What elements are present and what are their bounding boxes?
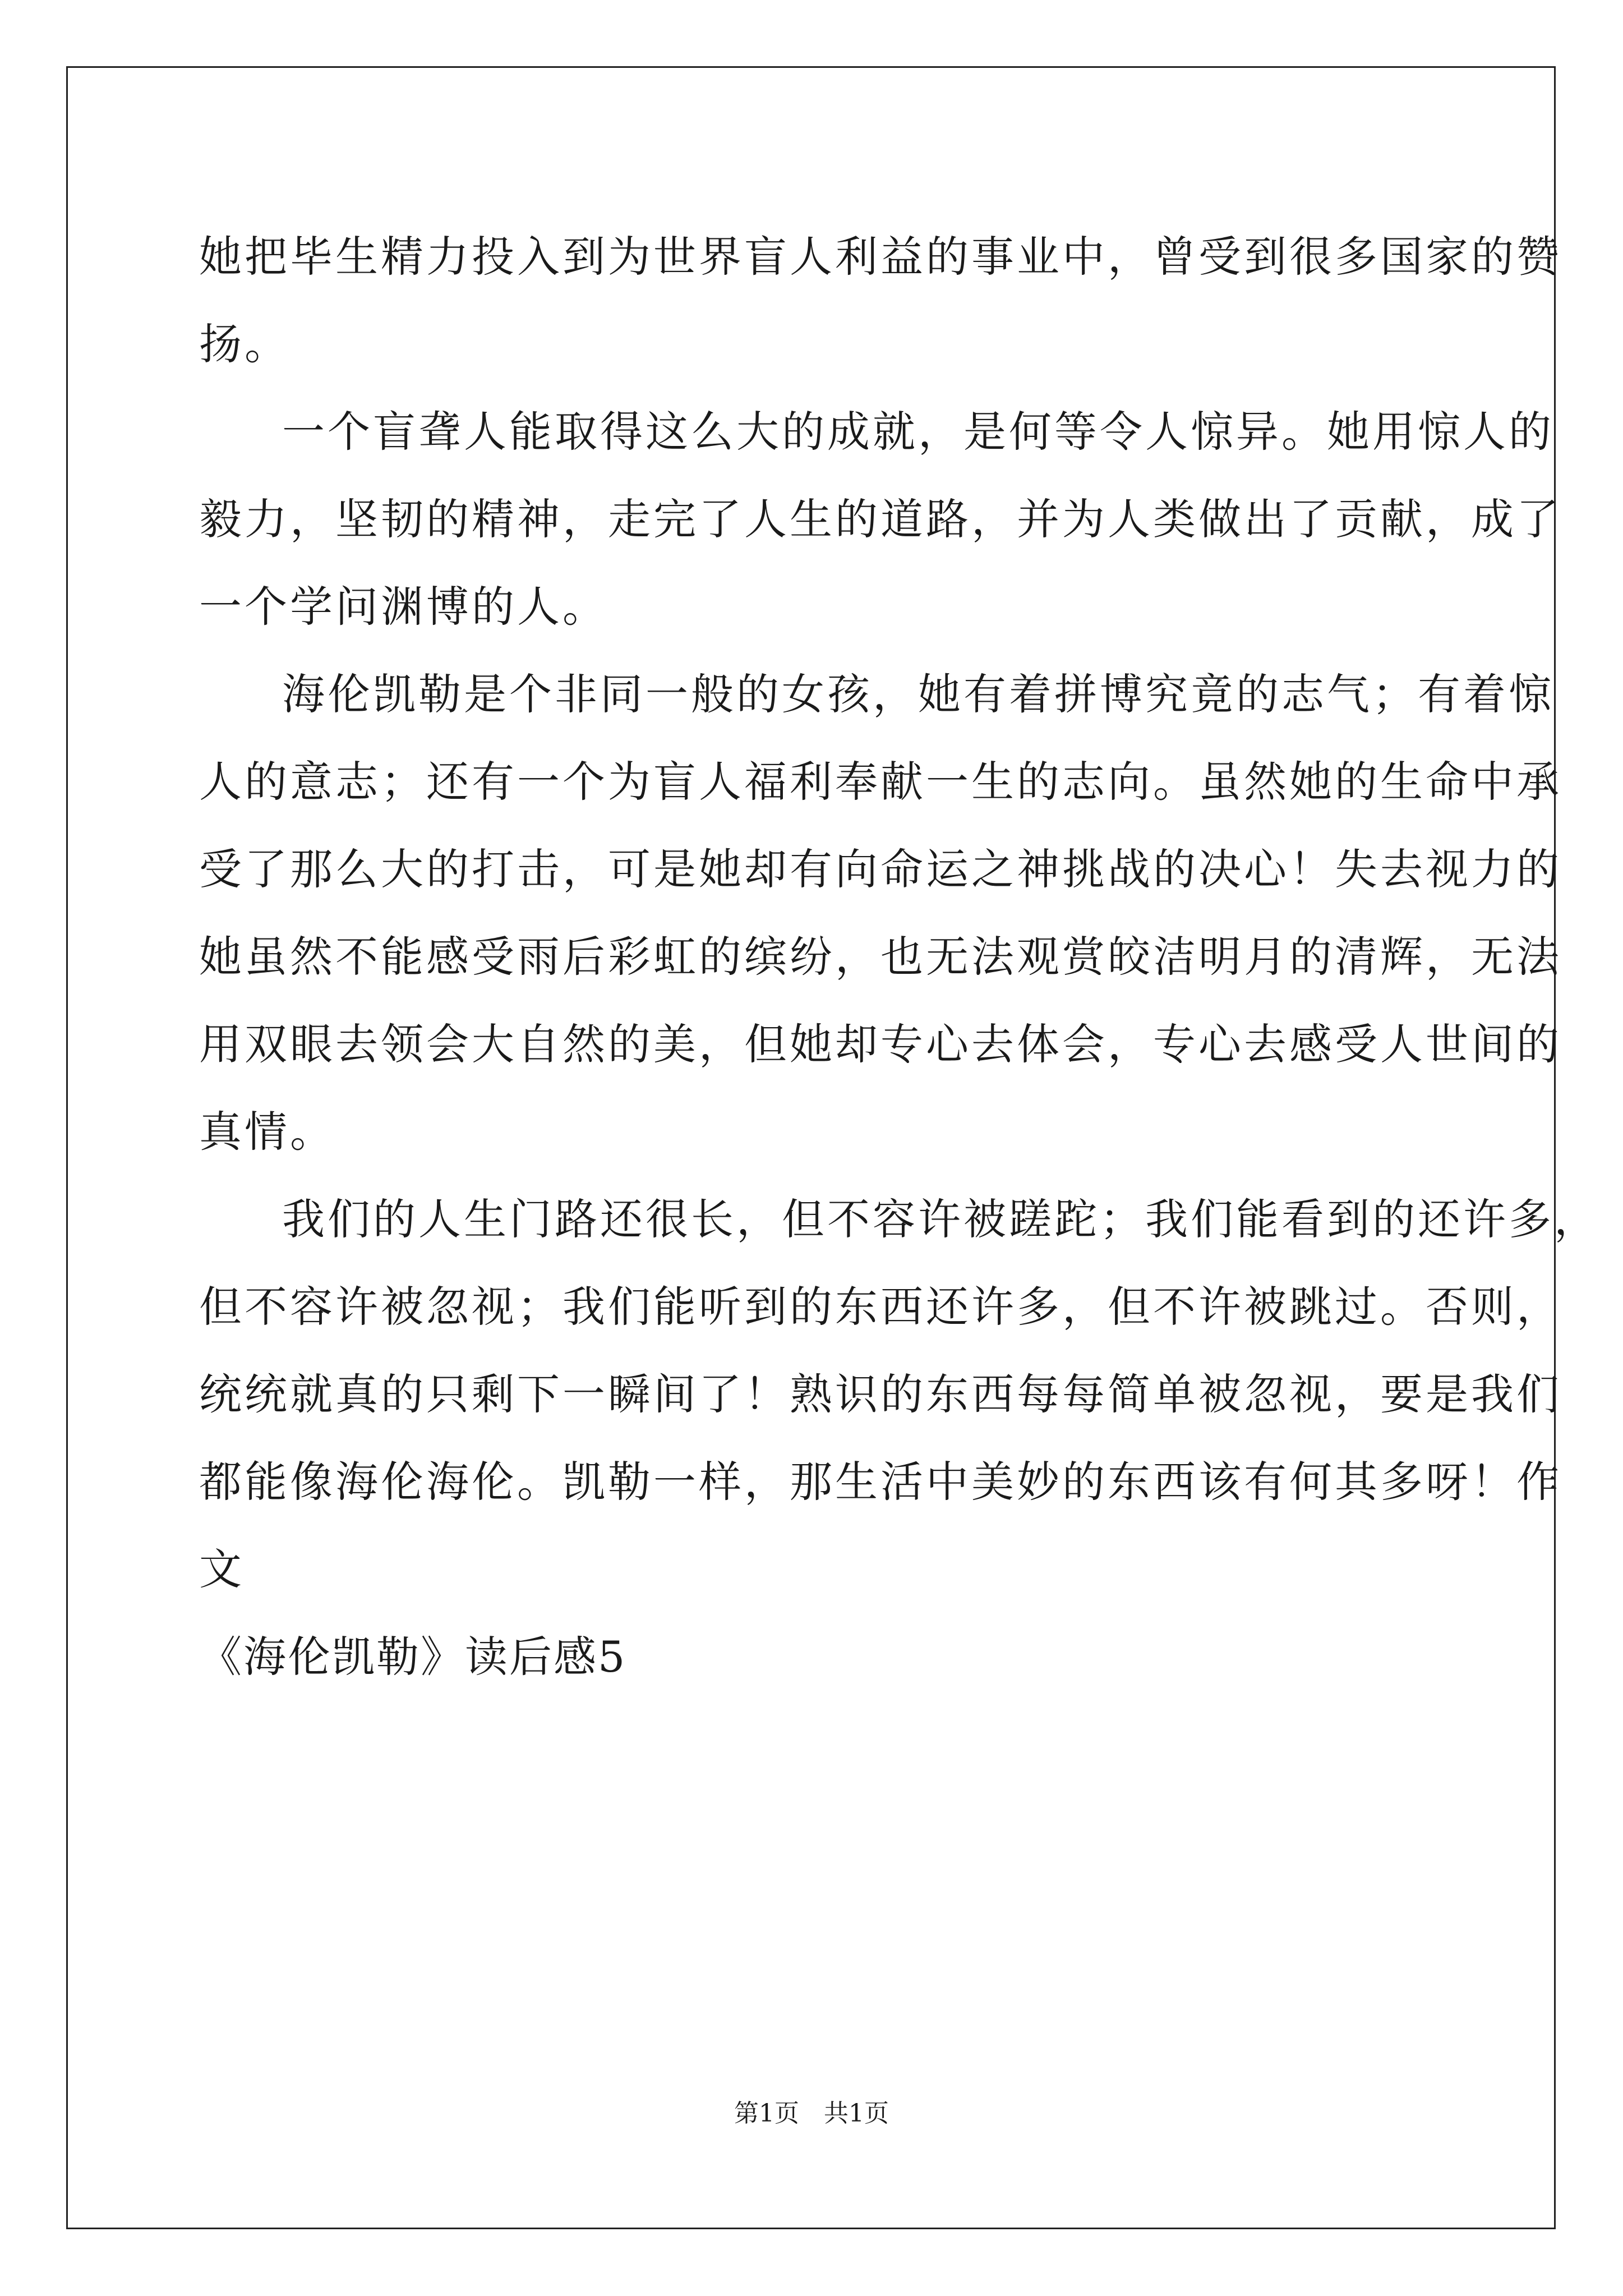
paragraph-line: 人的意志；还有一个为盲人福利奉献一生的志向。虽然她的生命中承 <box>199 757 1562 807</box>
page-number-label: 第1页 共1页 <box>734 2099 889 2128</box>
paragraph-line: 一个学问渊博的人。 <box>199 582 608 632</box>
paragraph-line: 都能像海伦海伦。凯勒一样，那生活中美妙的东西该有何其多呀！作 <box>199 1457 1562 1507</box>
paragraph-line: 一个盲聋人能取得这么大的成就，是何等令人惊异。她用惊人的 <box>282 407 1554 457</box>
paragraph-line: 我们的人生门路还很长，但不容许被蹉跎；我们能看到的还许多， <box>282 1194 1599 1244</box>
paragraph-line: 扬。 <box>199 319 290 369</box>
page-footer <box>0 2097 1623 2131</box>
paragraph-line: 文 <box>199 1544 245 1594</box>
paragraph-line: 海伦凯勒是个非同一般的女孩，她有着拼博究竟的志气；有着惊 <box>282 669 1554 719</box>
paragraph-line: 用双眼去领会大自然的美，但她却专心去体会，专心去感受人世间的 <box>199 1019 1562 1069</box>
paragraph-line: 统统就真的只剩下一瞬间了！熟识的东西每每简单被忽视，要是我们 <box>199 1369 1562 1419</box>
paragraph-line: 她虽然不能感受雨后彩虹的缤纷，也无法观赏皎洁明月的清辉，无法 <box>199 932 1562 982</box>
document-body <box>199 213 1599 1701</box>
paragraph-line: 毅力，坚韧的精神，走完了人生的道路，并为人类做出了贡献，成了 <box>199 494 1562 544</box>
section-heading: 《海伦凯勒》读后感5 <box>199 1632 627 1682</box>
paragraph-line: 她把毕生精力投入到为世界盲人利益的事业中，曾受到很多国家的赞 <box>199 232 1562 282</box>
paragraph-line: 但不容许被忽视；我们能听到的东西还许多，但不许被跳过。否则， <box>199 1282 1562 1332</box>
paragraph-line: 真情。 <box>199 1107 335 1157</box>
paragraph-line: 受了那么大的打击，可是她却有向命运之神挑战的决心！失去视力的 <box>199 844 1562 894</box>
